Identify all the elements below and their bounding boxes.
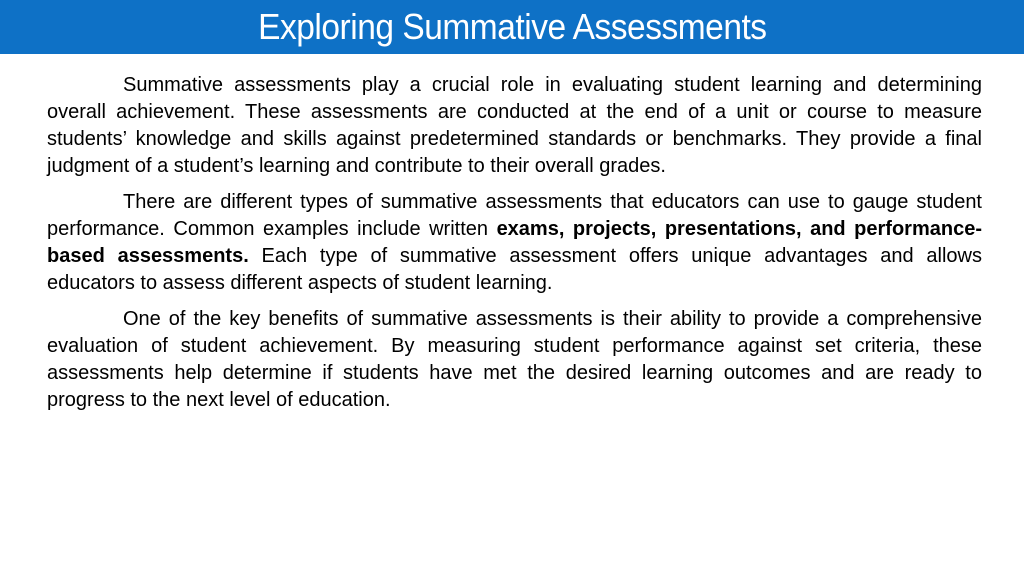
- paragraph-2: [47, 189, 982, 297]
- title-bar: [0, 0, 1024, 54]
- paragraph-2-bold-examples: exams, projects, presentations, and performance-based assessments.: [47, 218, 982, 267]
- paragraph-3: One of the key benefits of summative assessments is their ability to provide a comprehensive evaluation of student achievement. By measuring student performance against set criteria, these assessments help determine if students have met the desired learning outcomes and are ready to progress to the next level of education.: [47, 308, 982, 411]
- paragraph-2-text-after: Each type of summative assessment offers unique advantages and allows educators to assess different aspects of student learning.: [47, 245, 982, 294]
- slide-body: [47, 72, 982, 423]
- paragraph-2-text-before: There are different types of summative assessments that educators can use to gauge student performance. Common examples include written: [47, 191, 982, 240]
- slide-title: Exploring Summative Assessments: [257, 6, 767, 47]
- paragraph-1: Summative assessments play a crucial role in evaluating student learning and determining overall achievement. These assessments are conducted at the end of a unit or course to measure students’ knowledge and skills against predetermined standards or benchmarks. They provide a final judgment of a student’s learning and contribute to their overall grades.: [47, 74, 982, 177]
